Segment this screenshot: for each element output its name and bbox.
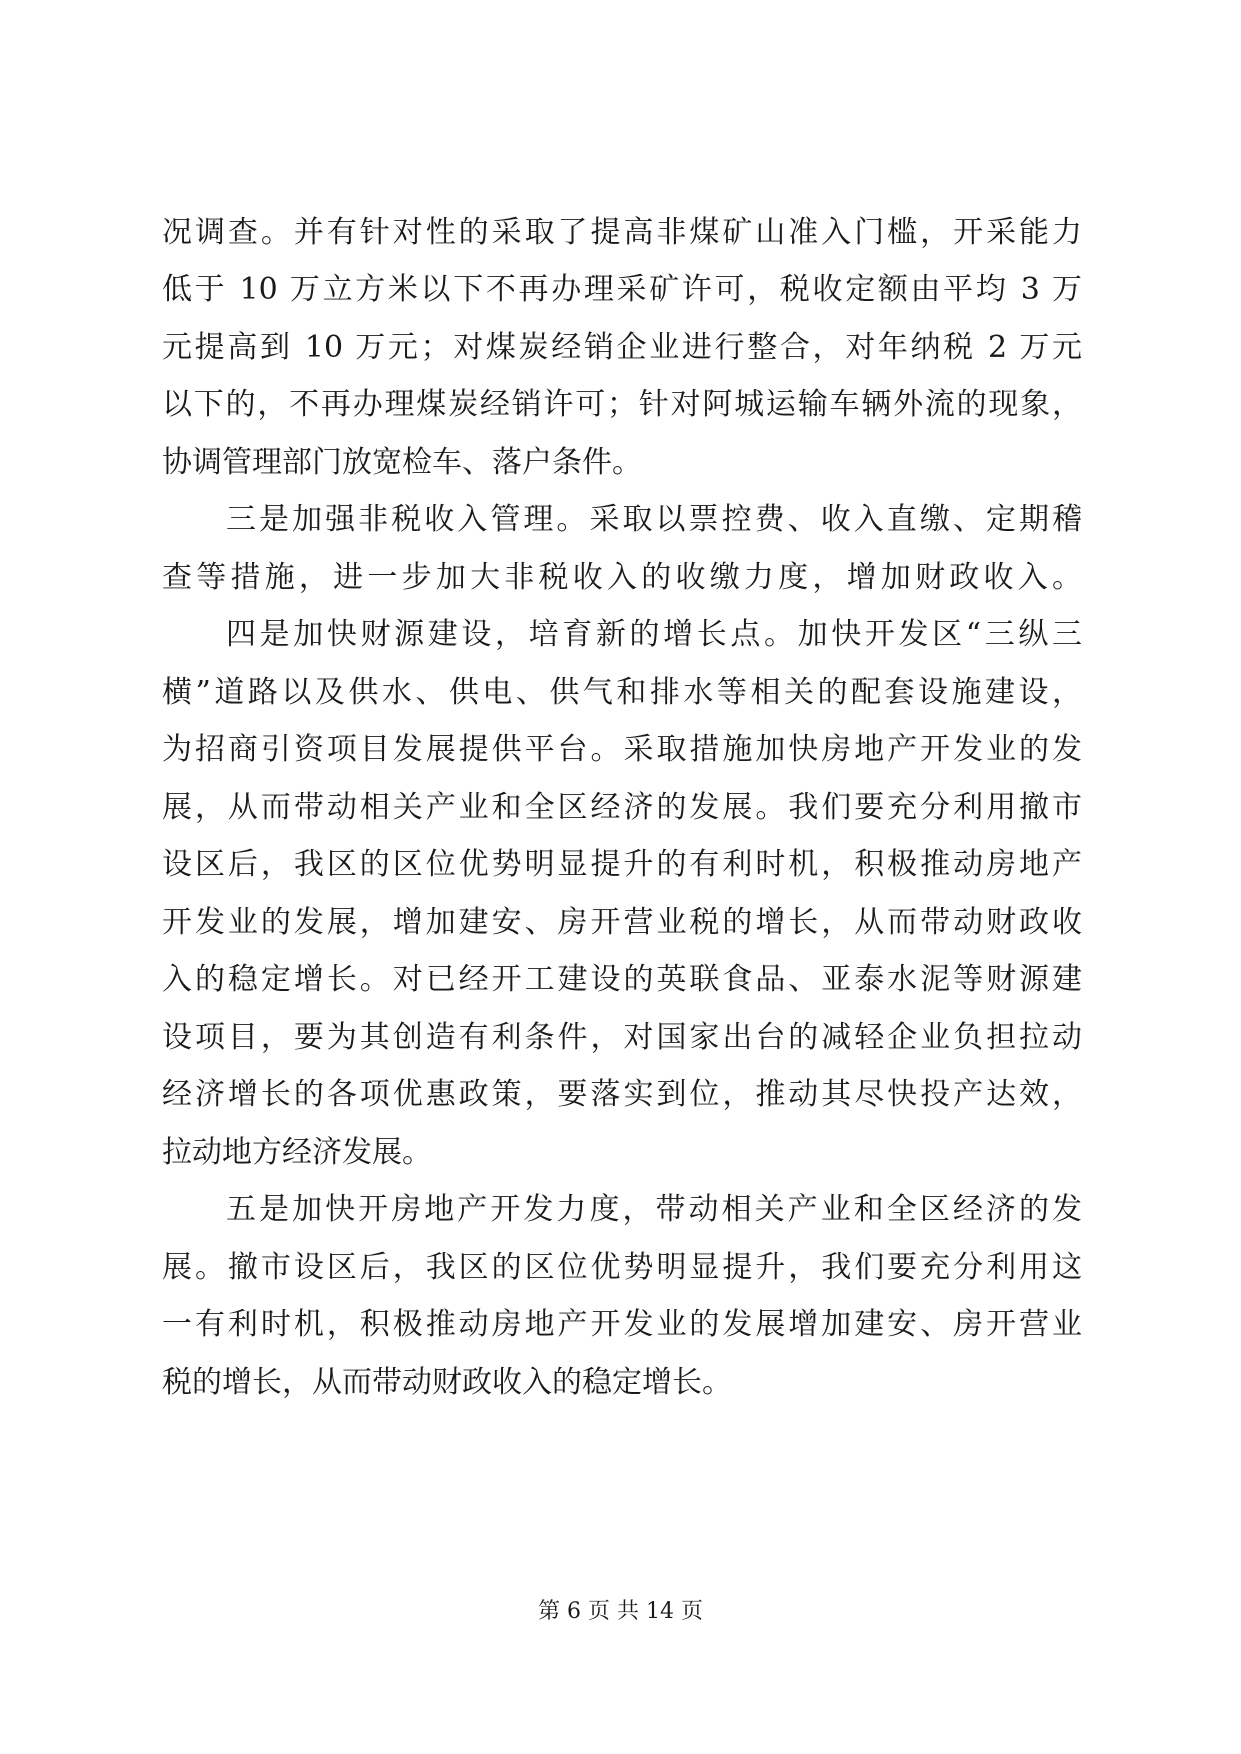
- body-line: 协调管理部门放宽检车、落户条件。: [162, 445, 642, 480]
- body-line: 一有利时机，积极推动房地产开发业的发展增加建安、房开营业: [162, 1307, 1082, 1342]
- body-line: 设项目，要为其创造有利条件，对国家出台的减轻企业负担拉动: [162, 1020, 1082, 1055]
- body-line: 拉动地方经济发展。: [162, 1135, 432, 1170]
- body-line: 查等措施，进一步加大非税收入的收缴力度，增加财政收入。: [162, 560, 1082, 595]
- body-line: 设区后，我区的区位优势明显提升的有利时机，积极推动房地产: [162, 847, 1082, 882]
- paragraph-first-line: 五是加快开房地产开发力度，带动相关产业和全区经济的发: [226, 1192, 1082, 1227]
- body-line: 元提高到 10 万元；对煤炭经销企业进行整合，对年纳税 2 万元: [162, 330, 1082, 365]
- paragraph-first-line: 四是加快财源建设，培育新的增长点。加快开发区“三纵三: [226, 617, 1082, 652]
- paragraph-first-line: 三是加强非税收入管理。采取以票控费、收入直缴、定期稽: [226, 502, 1082, 537]
- body-line: 税的增长，从而带动财政收入的稳定增长。: [162, 1365, 732, 1400]
- body-line: 开发业的发展，增加建安、房开营业税的增长，从而带动财政收: [162, 905, 1082, 940]
- body-line: 况调查。并有针对性的采取了提高非煤矿山准入门槛，开采能力: [162, 215, 1082, 250]
- body-line: 展，从而带动相关产业和全区经济的发展。我们要充分利用撤市: [162, 790, 1082, 825]
- body-line: 低于 10 万立方米以下不再办理采矿许可，税收定额由平均 3 万: [162, 272, 1082, 307]
- body-line: 入的稳定增长。对已经开工建设的英联食品、亚泰水泥等财源建: [162, 962, 1082, 997]
- body-line: 为招商引资项目发展提供平台。采取措施加快房地产开发业的发: [162, 732, 1082, 767]
- page-footer: 第 6 页 共 14 页: [538, 1599, 703, 1624]
- body-line: 以下的，不再办理煤炭经销许可；针对阿城运输车辆外流的现象，: [162, 387, 1082, 422]
- body-line: 展。撤市设区后，我区的区位优势明显提升，我们要充分利用这: [162, 1250, 1082, 1285]
- body-line: 经济增长的各项优惠政策，要落实到位，推动其尽快投产达效，: [162, 1077, 1082, 1112]
- body-line: 横”道路以及供水、供电、供气和排水等相关的配套设施建设，: [162, 675, 1082, 710]
